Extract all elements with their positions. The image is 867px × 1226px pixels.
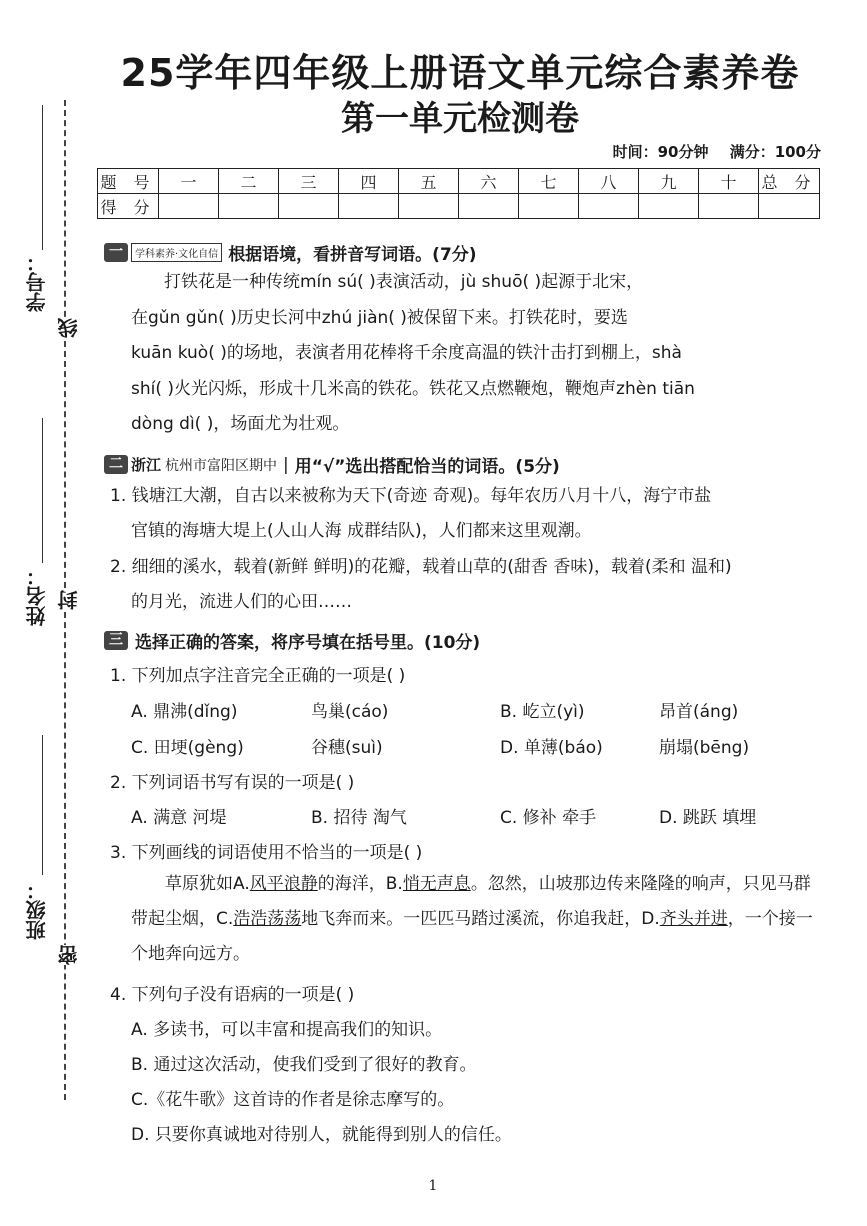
section2-item: 的月光，流进人们的心田……: [131, 592, 352, 612]
score-table: [97, 168, 820, 219]
option: 谷穗(suì): [311, 738, 383, 758]
question-stem: 4. 下列句子没有语病的一项是( ): [110, 985, 355, 1005]
score-cell[interactable]: [399, 194, 459, 219]
class-blank: [42, 735, 43, 875]
seal-char-line: 线: [54, 318, 83, 338]
full-score: 满分：100分: [729, 143, 821, 161]
question-passage: [131, 867, 823, 972]
section3-heading: [104, 628, 480, 653]
score-header-cell: 九: [639, 169, 699, 194]
section2-heading: 二 浙江 杭州市富阳区期中 | 用“√”选出搭配恰当的词语。(5分): [104, 452, 560, 477]
option: 崩塌(bēng): [659, 738, 750, 758]
score-header-cell: 二: [219, 169, 279, 194]
underlined-phrase: 风平浪静: [249, 874, 318, 894]
option: 鸟巢(cáo): [311, 702, 389, 722]
underlined-phrase: 悄无声息: [402, 874, 471, 894]
student-no-label: 学号：: [25, 252, 49, 312]
option: B. 通过这次活动，使我们受到了很好的教育。: [131, 1055, 477, 1075]
section-number-badge: 一: [104, 243, 128, 262]
score-header-cell: 总 分: [759, 169, 820, 194]
option: D. 跳跃 填埋: [659, 808, 757, 828]
score-table-score-row: [98, 194, 820, 219]
section1-line: shí( )火光闪烁，形成十几米高的铁花。铁花又点燃鞭炮，鞭炮声zhèn tiān: [131, 379, 695, 399]
name-blank: [42, 418, 43, 563]
score-cell[interactable]: [159, 194, 219, 219]
score-header-cell: 八: [579, 169, 639, 194]
exam-meta: [597, 141, 821, 162]
passage-text: ，一个接一个地奔向远方。: [131, 909, 813, 964]
score-cell[interactable]: [219, 194, 279, 219]
score-cell[interactable]: [519, 194, 579, 219]
score-table-header-row: [98, 169, 820, 194]
section2-item: 1. 钱塘江大潮，自古以来被称为天下(奇迹 奇观)。每年农历八月十八，海宁市盐: [110, 486, 712, 506]
exam-subtitle: 第一单元检测卷: [341, 99, 579, 139]
passage-text: 的海洋，B.: [317, 874, 403, 894]
score-cell[interactable]: [699, 194, 759, 219]
section-source-region: 浙江: [131, 456, 162, 474]
option: C. 修补 牵手: [500, 808, 597, 828]
score-cell[interactable]: [279, 194, 339, 219]
score-header-cell: 六: [459, 169, 519, 194]
score-cell[interactable]: [579, 194, 639, 219]
question-stem: 2. 下列词语书写有误的一项是( ): [110, 773, 355, 793]
underlined-phrase: 齐头并进: [659, 909, 728, 929]
score-header-cell: 七: [519, 169, 579, 194]
score-row-label: 得 分: [98, 194, 159, 219]
section-title: 根据语境，看拼音写词语。(7分): [228, 245, 477, 265]
section2-item: 2. 细细的溪水，载着(新鲜 鲜明)的花瓣，载着山草的(甜香 香味)，载着(柔和 温和): [110, 557, 732, 577]
section-tag: 学科素养·文化自信: [131, 243, 222, 262]
option: A. 鼎沸(dǐng): [131, 702, 238, 722]
option: B. 屹立(yì): [500, 702, 585, 722]
section1-line: 在gǔn gǔn( )历史长河中zhú jiàn( )被保留下来。打铁花时，要选: [131, 308, 628, 328]
score-cell[interactable]: [759, 194, 820, 219]
passage-text: 地飞奔而来。一匹匹马踏过溪流，你追我赶，D.: [301, 909, 660, 929]
option: A. 满意 河堤: [131, 808, 227, 828]
score-header-cell: 十: [699, 169, 759, 194]
seal-char-secret: 密: [54, 945, 83, 965]
student-no-blank: [42, 105, 43, 250]
seal-char-seal: 封: [54, 590, 83, 610]
option: D. 单薄(báo): [500, 738, 603, 758]
option: C. 田埂(gèng): [131, 738, 244, 758]
name-label: 姓名：: [25, 566, 49, 626]
underlined-phrase: 浩浩荡荡: [233, 909, 302, 929]
question-stem: 3. 下列画线的词语使用不恰当的一项是( ): [110, 843, 423, 863]
score-header-cell: 一: [159, 169, 219, 194]
section1-heading: [104, 240, 477, 265]
score-cell[interactable]: [459, 194, 519, 219]
option: 昂首(áng): [659, 702, 739, 722]
score-header-cell: 四: [339, 169, 399, 194]
passage-text: 草原犹如A.: [165, 874, 250, 894]
score-header-cell: 题 号: [98, 169, 159, 194]
score-header-cell: 三: [279, 169, 339, 194]
binding-margin: [0, 0, 90, 1226]
section-source: 杭州市富阳区期中: [165, 457, 278, 474]
option: B. 招待 淘气: [311, 808, 407, 828]
section1-line: 打铁花是一种传统mín sú( )表演活动，jù shuō( )起源于北宋，: [164, 272, 644, 292]
score-header-cell: 五: [399, 169, 459, 194]
section1-line: kuān kuò( )的场地，表演者用花棒将千余度高温的铁汁击打到棚上，shà: [131, 343, 682, 363]
class-label: 班级：: [25, 880, 49, 940]
exam-title: 25学年四年级上册语文单元综合素养卷: [120, 51, 800, 95]
section-title: 选择正确的答案，将序号填在括号里。(10分): [135, 633, 481, 653]
page-number: 1: [428, 1178, 438, 1194]
section1-line: dòng dì( )，场面尤为壮观。: [131, 414, 350, 434]
question-stem: 1. 下列加点字注音完全正确的一项是( ): [110, 666, 406, 686]
score-cell[interactable]: [339, 194, 399, 219]
section-number-badge: 三: [104, 631, 128, 650]
section2-item: 官镇的海塘大堤上(人山人海 成群结队)，人们都来这里观潮。: [131, 521, 592, 541]
score-cell[interactable]: [639, 194, 699, 219]
passage-text: 。忽然，山坡那边传来隆隆的响声，只见马群带起尘烟，C.: [131, 874, 811, 929]
section-title: 用“√”选出搭配恰当的词语。(5分): [294, 457, 560, 477]
option: A. 多读书，可以丰富和提高我们的知识。: [131, 1020, 443, 1040]
option: C.《花牛歌》这首诗的作者是徐志摩写的。: [131, 1090, 455, 1110]
section-number-badge: 二: [104, 455, 128, 474]
option: D. 只要你真诚地对待别人，就能得到别人的信任。: [131, 1125, 512, 1145]
time-limit: 时间：90分钟: [612, 143, 709, 161]
